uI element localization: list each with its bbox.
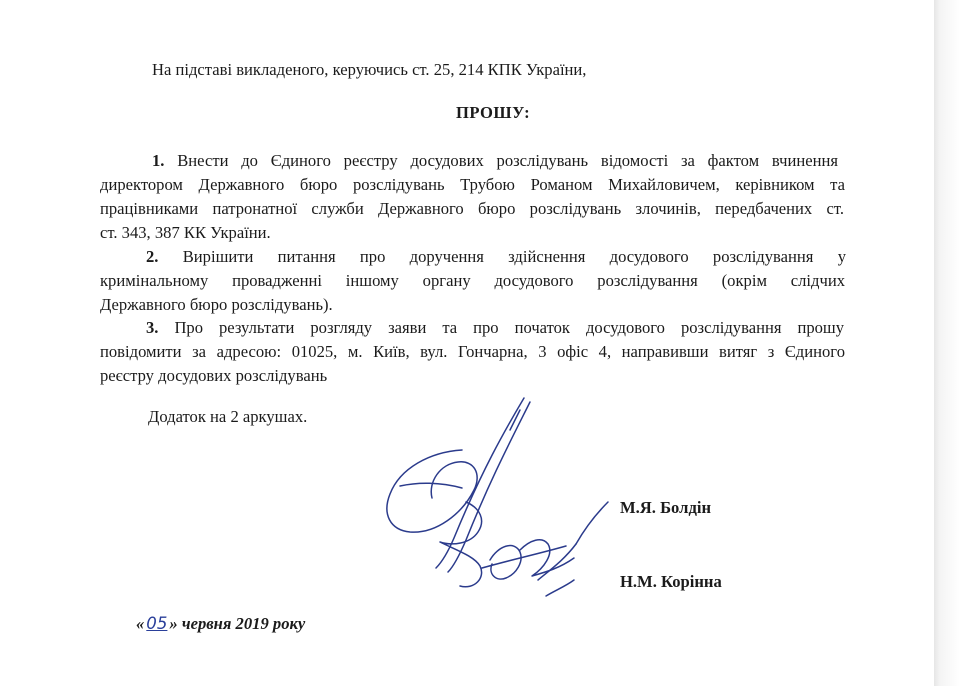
signatory-1: М.Я. Болдін [620, 498, 712, 517]
item-3-line-1 [146, 316, 844, 340]
item-1-line-3: працівниками патронатної служби Державного бюро розслідувань злочинів, передбачених ст. [100, 199, 844, 218]
item-2-line-1 [146, 245, 846, 269]
item-3-text-1: Про результати розгляду заяви та про початок досудового розслідування прошу [174, 318, 844, 337]
item-1-line-2: директором Державного бюро розслідувань Трубою Романом Михайловичем, керівником та [100, 175, 845, 194]
item-3-line-3: реєстру досудових розслідувань [100, 366, 328, 385]
document-date [136, 612, 305, 636]
attachment-note: Додаток на 2 аркушах. [148, 407, 308, 426]
item-1-number: 1. [152, 151, 165, 170]
date-month-year: червня 2019 року [177, 614, 306, 633]
item-1-text-1: Внести до Єдиного реєстру досудових розслідувань відомості за фактом вчинення [177, 151, 838, 170]
item-2-text-1: Вирішити питання про доручення здійснення досудового розслідування у [182, 247, 846, 266]
item-2-number: 2. [146, 247, 159, 266]
date-close-quote: » [169, 614, 178, 633]
handwritten-signature [370, 390, 620, 620]
intro-text: На підставі викладеного, керуючись ст. 25, 214 КПК України, [152, 60, 587, 79]
request-heading: ПРОШУ: [456, 103, 531, 122]
date-day-handwritten: 05 [146, 614, 168, 633]
item-1-line-4: ст. 343, 387 КК України. [100, 223, 271, 242]
item-3-number: 3. [146, 318, 159, 337]
signatory-2: Н.М. Корінна [620, 572, 722, 591]
item-3-line-2: повідомити за адресою: 01025, м. Київ, вул. Гончарна, 3 офіс 4, направивши витяг з Єдиного [100, 342, 845, 361]
item-2-line-2: кримінальному провадженні іншому органу досудового розслідування (окрім слідчих [100, 271, 845, 290]
item-1-line-1 [152, 149, 838, 173]
date-open-quote: « [136, 614, 145, 633]
page-edge-shadow [934, 0, 960, 686]
item-2-line-3: Державного бюро розслідувань). [100, 295, 333, 314]
